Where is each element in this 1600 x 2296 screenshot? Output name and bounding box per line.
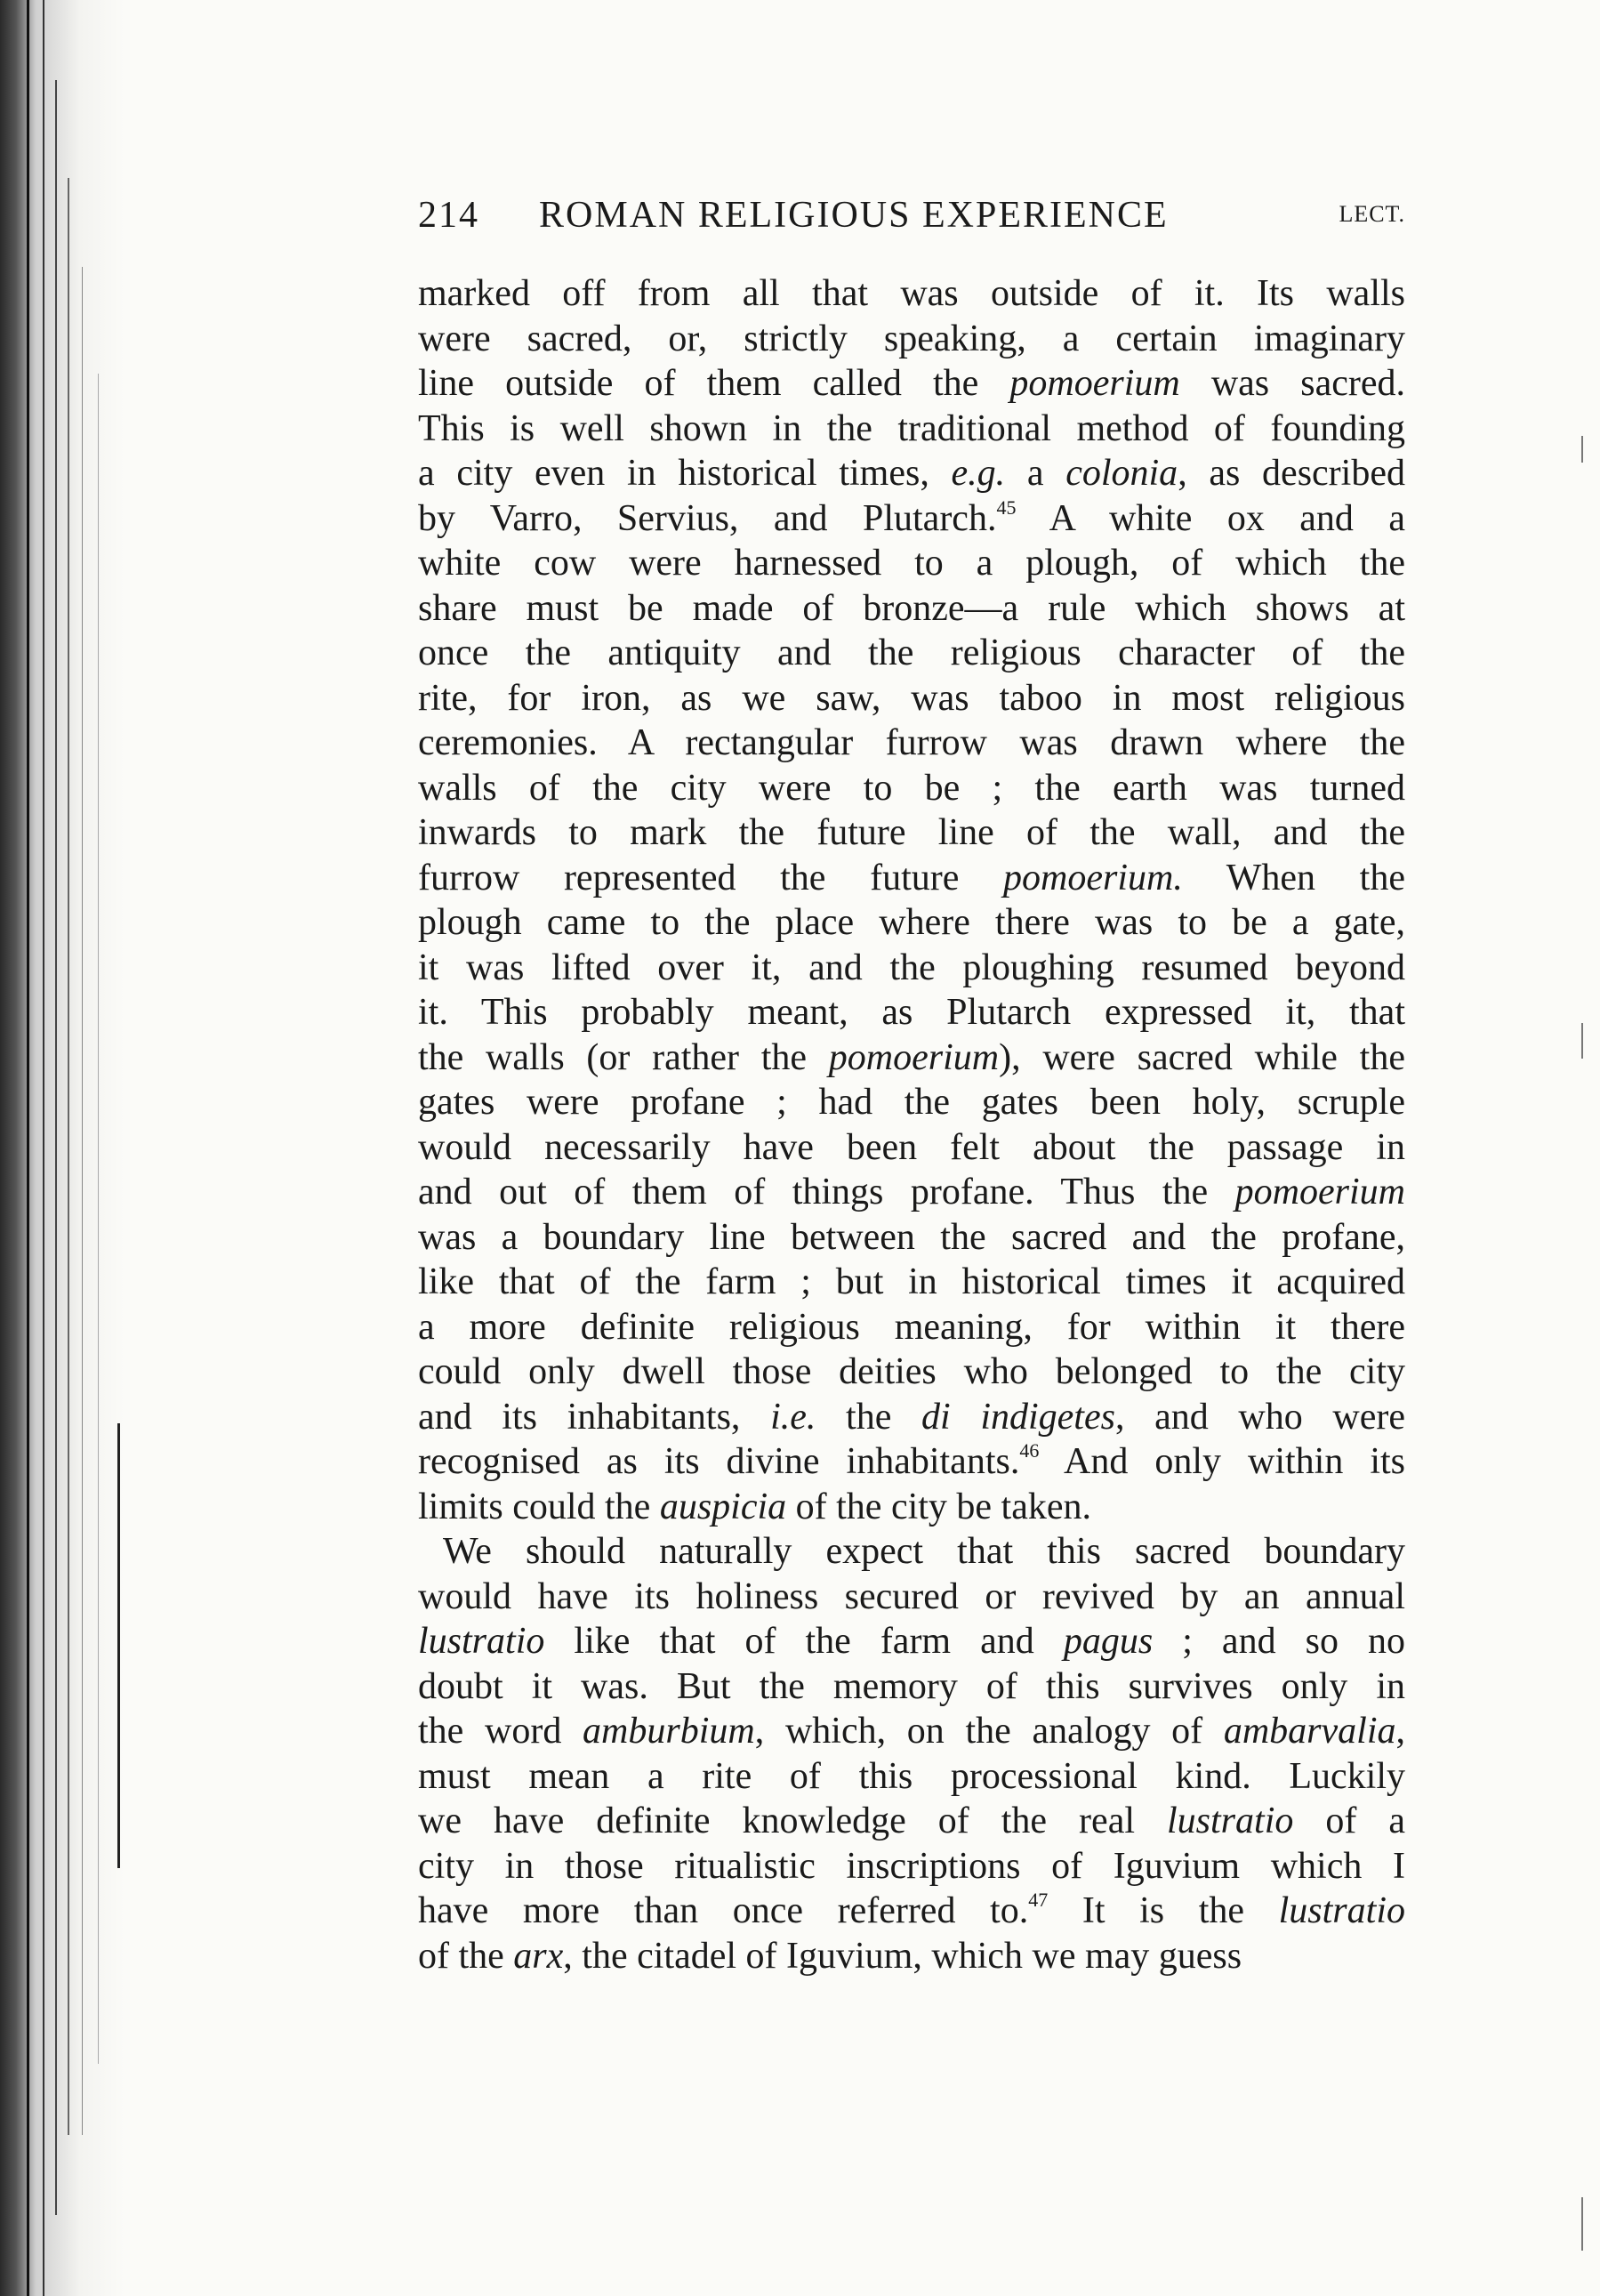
text-line (418, 541, 1405, 586)
text-line (418, 586, 1405, 632)
text-run: furrow represented the future (418, 857, 1004, 898)
text-run: ceremonies. A rectangular furrow was drawn where the (418, 722, 1405, 763)
paragraph (418, 271, 1405, 1529)
text-run: ), were sacred while the (999, 1036, 1405, 1078)
text-run: we have definite knowledge of the real (418, 1801, 1167, 1841)
text-run: could only dwell those deities who belonged to the city (418, 1351, 1405, 1392)
text-run: doubt it was. But the memory of this survives only in (418, 1665, 1405, 1707)
text-line (418, 1260, 1405, 1305)
text-run: When the (1182, 857, 1405, 898)
italic-term: lustratio (1167, 1801, 1294, 1841)
text-run: , and who were (1114, 1396, 1405, 1438)
text-line (418, 946, 1405, 991)
text-line (418, 1889, 1405, 1934)
text-run: plough came to the place where there was to be a gate, (418, 902, 1405, 943)
text-run: This is well shown in the traditional method of founding (418, 407, 1405, 449)
text-line (418, 1575, 1405, 1620)
italic-term: pomoerium. (1003, 857, 1183, 898)
text-line (418, 676, 1405, 721)
text-run: white cow were harnessed to a plough, of which the (418, 543, 1405, 584)
text-line (418, 1529, 1405, 1575)
text-run: was sacred. (1179, 363, 1405, 404)
text-run: like that of the farm and (544, 1621, 1064, 1662)
text-run: share must be made of bronze—a rule which shows at (418, 587, 1405, 629)
text-run: it was lifted over it, and the ploughing resumed beyond (418, 947, 1405, 988)
text-run: the (816, 1396, 921, 1438)
text-line (418, 317, 1405, 362)
text-line (418, 1799, 1405, 1844)
italic-term: pomoerium (1234, 1172, 1405, 1212)
italic-term: i.e. (770, 1396, 816, 1438)
text-run: it. This probably meant, as Plutarch expressed it, that (418, 992, 1405, 1033)
text-line (418, 766, 1405, 811)
text-line (418, 990, 1405, 1035)
text-run: city in those ritualistic inscriptions of Iguvium which I (418, 1845, 1405, 1887)
text-line (418, 1485, 1405, 1530)
text-run: , the citadel of Iguvium, which we may guess (563, 1935, 1242, 1977)
text-line (418, 1664, 1405, 1710)
italic-term: colonia (1065, 453, 1178, 494)
text-run: have more than once referred to. (418, 1890, 1029, 1931)
text-run: like that of the farm ; but in historical times it acquired (418, 1261, 1405, 1302)
page-body (418, 271, 1405, 1978)
text-run: was a boundary line between the sacred and the profane, (418, 1216, 1405, 1258)
text-run: of a (1293, 1801, 1405, 1841)
scan-mark (1581, 436, 1583, 463)
text-line (418, 1709, 1405, 1754)
text-run: were sacred, or, strictly speaking, a certain imaginary (418, 318, 1405, 359)
footnote-ref: 45 (996, 495, 1017, 519)
text-line (418, 1125, 1405, 1171)
binding-line (68, 178, 69, 2135)
text-line (418, 1934, 1405, 1979)
text-run: and out of them of things profane. Thus the (418, 1172, 1235, 1212)
italic-term: pomoerium (1009, 363, 1180, 404)
text-run: the word (418, 1711, 583, 1752)
text-run: rite, for iron, as we saw, was taboo in most religious (418, 677, 1405, 719)
footnote-ref: 47 (1028, 1889, 1049, 1911)
text-line (418, 631, 1405, 676)
text-run: gates were profane ; had the gates been holy, scruple (418, 1082, 1405, 1123)
page-number: 214 (418, 195, 479, 236)
text-line (418, 1754, 1405, 1800)
italic-term: di indigetes (921, 1396, 1115, 1438)
text-line (418, 1395, 1405, 1440)
text-line (418, 271, 1405, 317)
text-run: inwards to mark the future line of the wall, and the (418, 812, 1405, 853)
binding-line (98, 374, 99, 2064)
scan-mark (1581, 1023, 1583, 1059)
italic-term: e.g. (951, 453, 1006, 494)
paragraph (418, 1529, 1405, 1978)
text-line (418, 1844, 1405, 1889)
text-line (418, 496, 1405, 542)
text-line (418, 451, 1405, 496)
italic-term: lustratio (1278, 1890, 1405, 1931)
scan-mark (1581, 2197, 1583, 2251)
text-run: ; and so no (1153, 1621, 1405, 1662)
text-line (418, 900, 1405, 946)
text-line (418, 856, 1405, 901)
italic-term: ambarvalia (1223, 1711, 1396, 1752)
text-run: the walls (or rather the (418, 1036, 829, 1078)
text-line (418, 407, 1405, 452)
text-run: It is the (1048, 1890, 1279, 1931)
italic-term: arx (513, 1935, 564, 1977)
italic-term: amburbium (583, 1711, 755, 1752)
text-run: would necessarily have been felt about the passage in (418, 1126, 1405, 1168)
text-line (418, 1619, 1405, 1664)
italic-term: lustratio (418, 1621, 545, 1662)
text-run: of the city be taken. (786, 1486, 1092, 1527)
text-run: must mean a rite of this processional kind. Luckily (418, 1755, 1405, 1797)
text-run: and its inhabitants, (418, 1396, 771, 1438)
text-run: a city even in historical times, (418, 453, 952, 494)
text-run: a (1005, 453, 1066, 494)
text-line (418, 1035, 1405, 1081)
book-binding-edge (0, 0, 125, 2296)
section-marker: LECT. (1339, 201, 1405, 227)
text-line (418, 721, 1405, 766)
binding-line (117, 1423, 120, 1868)
binding-shadow (0, 0, 125, 2296)
text-run: recognised as its divine inhabitants. (418, 1441, 1020, 1482)
text-line (418, 810, 1405, 856)
text-run: , which, on the analogy of (754, 1711, 1224, 1752)
footnote-ref: 46 (1019, 1439, 1040, 1462)
text-run: a more definite religious meaning, for within it there (418, 1306, 1405, 1348)
binding-line (27, 0, 29, 2296)
text-run: line outside of them called the (418, 363, 1010, 404)
text-run: by Varro, Servius, and Plutarch. (418, 497, 997, 539)
text-line (418, 1349, 1405, 1395)
text-run: would have its holiness secured or revived by an annual (418, 1575, 1405, 1617)
text-run: limits could the (418, 1486, 660, 1527)
text-line (418, 1170, 1405, 1215)
text-line (418, 1215, 1405, 1261)
running-header (418, 194, 1405, 247)
italic-term: auspicia (659, 1486, 787, 1527)
text-line (418, 361, 1405, 407)
binding-line (82, 267, 83, 2135)
text-run: And only within its (1039, 1441, 1405, 1482)
running-title: ROMAN RELIGIOUS EXPERIENCE (539, 195, 1169, 236)
text-line (418, 1080, 1405, 1125)
text-run: We should naturally expect that this sacred boundary (443, 1531, 1405, 1572)
binding-line (43, 0, 44, 2296)
text-run: of the (418, 1935, 514, 1977)
text-line (418, 1305, 1405, 1350)
text-run: , as described (1178, 453, 1405, 494)
text-run: , (1395, 1711, 1405, 1752)
text-run: once the antiquity and the religious character of the (418, 632, 1405, 673)
binding-line (55, 80, 57, 2215)
text-run: walls of the city were to be ; the earth was turned (418, 767, 1405, 809)
text-run: A white ox and a (1016, 497, 1406, 539)
italic-term: pomoerium (828, 1036, 1000, 1078)
italic-term: pagus (1063, 1621, 1154, 1662)
text-run: marked off from all that was outside of it. Its walls (418, 273, 1405, 314)
text-line (418, 1439, 1405, 1485)
